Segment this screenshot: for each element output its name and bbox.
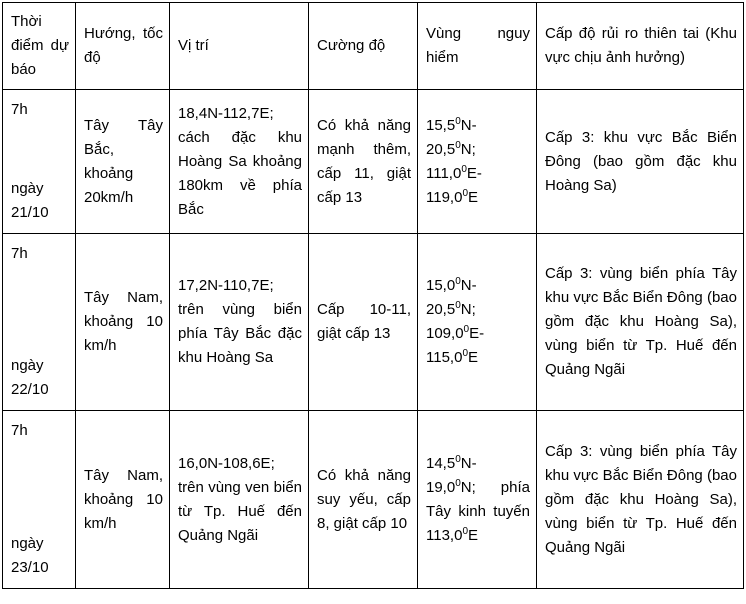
time-hour: 7h xyxy=(11,245,28,262)
table-row xyxy=(3,90,744,234)
risk-cell: Cấp 3: khu vực Bắc Biển Đông (bao gồm đặc khu Hoàng Sa) xyxy=(537,90,744,234)
position-cell: 17,2N-110,7E; trên vùng biển phía Tây Bắc đặc khu Hoàng Sa xyxy=(170,234,309,411)
lat-from: 14,5 xyxy=(426,454,456,472)
position-cell: 18,4N-112,7E; cách đặc khu Hoàng Sa khoảng 180km về phía Bắc xyxy=(170,90,309,234)
table-row xyxy=(3,234,744,411)
lon-to: 115,0 xyxy=(426,349,463,366)
danger-zone-cell: 14,5$^0$N- 19,0$^0$N; phía Tây kinh tuyến 113,0$^0$E xyxy=(418,411,537,589)
lat-to: 19,0 xyxy=(426,478,456,496)
intensity-cell: Cấp 10-11, giật cấp 13 xyxy=(309,234,418,411)
lon-text: phía Tây kinh tuyến xyxy=(426,478,530,520)
table-header-row xyxy=(3,3,744,90)
danger-zone-cell: 15,5$^0$N- 20,5$^0$N; 111,0$^0$E- 119,0$^0$E xyxy=(418,90,537,234)
lon-from: 111,0 xyxy=(426,164,462,182)
direction-cell: Tây Nam, khoảng 10 km/h xyxy=(76,411,170,589)
header-risk-level: Cấp độ rủi ro thiên tai (Khu vực chịu ảnh hưởng) xyxy=(537,3,744,90)
direction-cell: Tây Nam, khoảng 10 km/h xyxy=(76,234,170,411)
time-cell xyxy=(3,90,76,234)
lat-from: 15,0 xyxy=(426,277,456,294)
header-position: Vị trí xyxy=(170,3,309,90)
lon-to: 119,0 xyxy=(426,188,463,206)
degree-symbol: 0 xyxy=(455,115,461,127)
time-cell xyxy=(3,234,76,411)
time-day: ngày 23/10 xyxy=(11,535,49,576)
lat-to: 20,5 xyxy=(426,140,456,158)
header-time: Thời điểm dự báo xyxy=(3,3,76,90)
risk-cell: Cấp 3: vùng biển phía Tây khu vực Bắc Biển Đông (bao gồm đặc khu Hoàng Sa), vùng biển từ Tp. Huế đến Quảng Ngãi xyxy=(537,234,744,411)
intensity-cell: Có khả năng mạnh thêm, cấp 11, giật cấp 13 xyxy=(309,90,418,234)
lon-value: 113,0 xyxy=(426,526,463,544)
table-row xyxy=(3,411,744,589)
risk-cell: Cấp 3: vùng biển phía Tây khu vực Bắc Biển Đông (bao gồm đặc khu Hoàng Sa), vùng biển từ Tp. Huế đến Quảng Ngãi xyxy=(537,411,744,589)
danger-zone-cell: 15,0$^0$N- 20,5$^0$N; 109,0$^0$E- 115,0$^0$E xyxy=(418,234,537,411)
intensity-cell: Có khả năng suy yếu, cấp 8, giật cấp 10 xyxy=(309,411,418,589)
time-cell xyxy=(3,411,76,589)
lat-from: 15,5 xyxy=(426,116,456,134)
direction-cell: Tây Tây Bắc, khoảng 20km/h xyxy=(76,90,170,234)
lat-to: 20,5 xyxy=(426,301,456,318)
time-hour: 7h xyxy=(11,422,28,439)
time-hour: 7h xyxy=(11,101,28,118)
position-cell: 16,0N-108,6E; trên vùng ven biển từ Tp. Huế đến Quảng Ngãi xyxy=(170,411,309,589)
header-intensity: Cường độ xyxy=(309,3,418,90)
time-day: ngày 22/10 xyxy=(11,357,49,398)
lon-from: 109,0 xyxy=(426,325,464,342)
time-day: ngày 21/10 xyxy=(11,180,49,221)
header-direction: Hướng, tốc độ xyxy=(76,3,170,90)
forecast-table xyxy=(2,2,744,589)
header-danger-zone: Vùng nguy hiểm xyxy=(418,3,537,90)
